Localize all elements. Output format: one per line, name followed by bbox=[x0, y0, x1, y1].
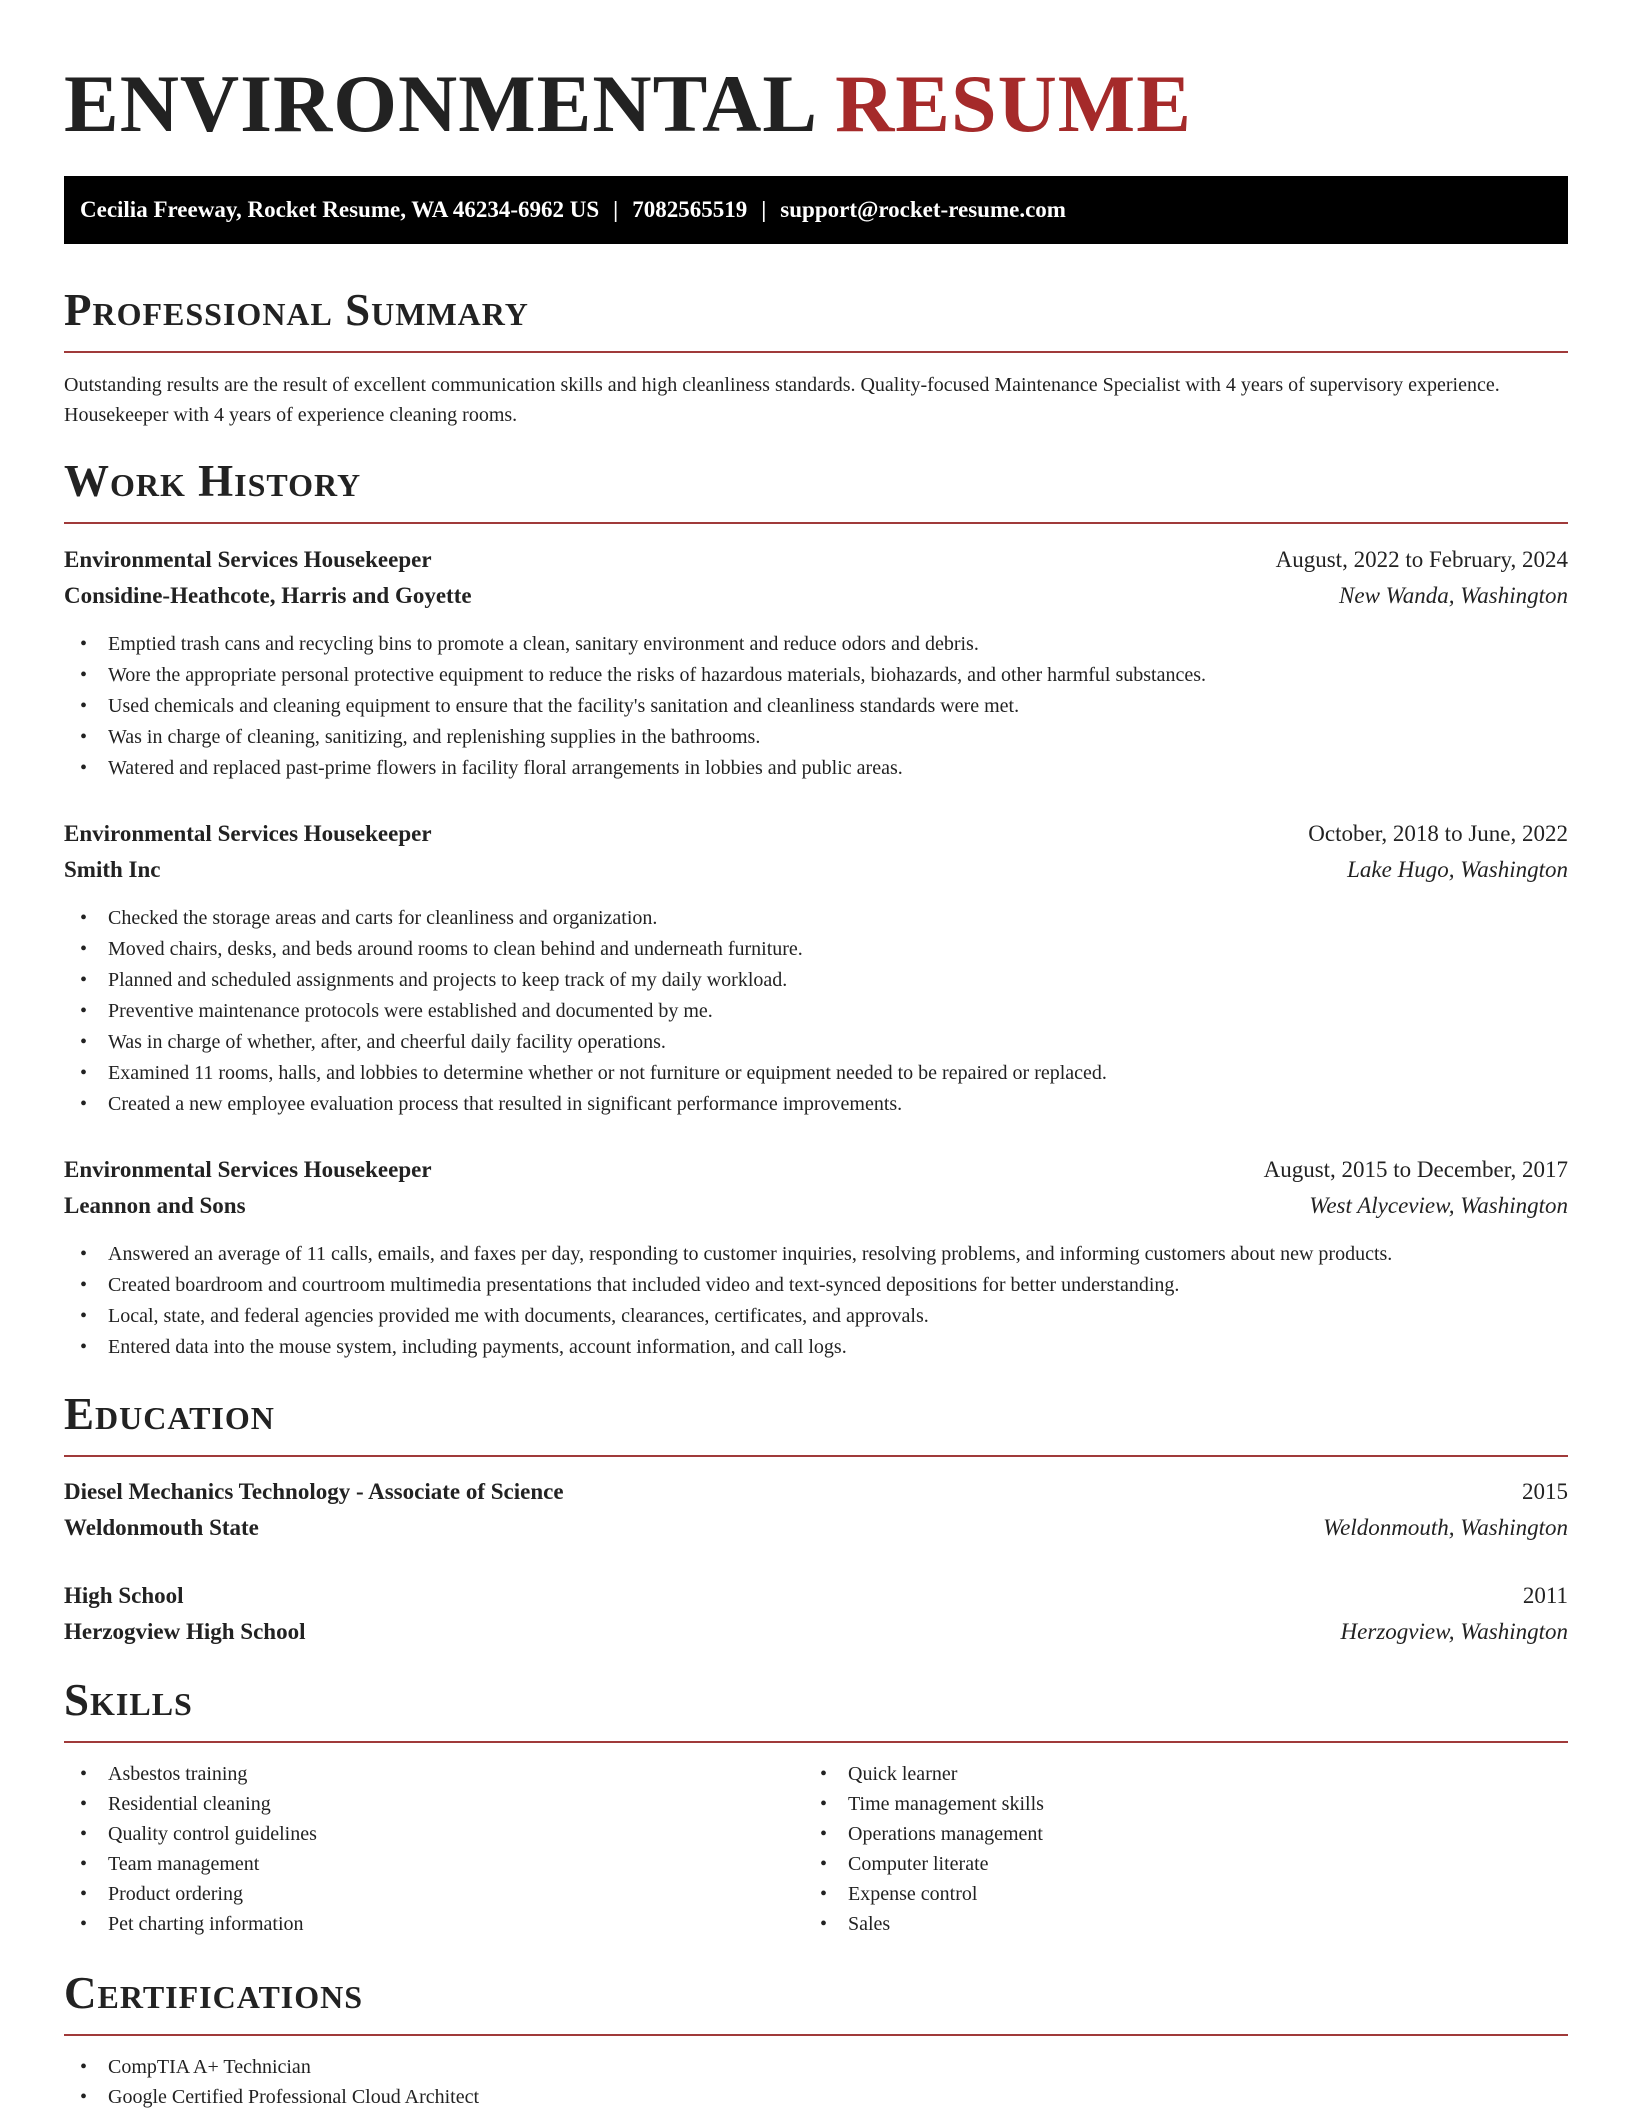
education-school: Herzogview High School bbox=[64, 1619, 306, 1644]
skill-item: • Sales bbox=[804, 1909, 1544, 1939]
job-title: Environmental Services Housekeeper bbox=[64, 821, 432, 846]
job-dates: October, 2018 to June, 2022 bbox=[1308, 821, 1568, 846]
list-item: • Used chemicals and cleaning equipment to ensure that the facility's sanitation and cleanliness standards were met. bbox=[64, 691, 1568, 722]
section-divider bbox=[64, 351, 1568, 353]
resume-title bbox=[64, 56, 1192, 152]
list-item: • Emptied trash cans and recycling bins to promote a clean, sanitary environment and reduce odors and debris. bbox=[64, 629, 1568, 660]
skill-item: • Team management bbox=[64, 1849, 804, 1879]
job-dates: August, 2015 to December, 2017 bbox=[1263, 1157, 1568, 1182]
list-item: • Created a new employee evaluation process that resulted in significant performance improvements. bbox=[64, 1089, 1568, 1120]
job-company-row bbox=[64, 1188, 1568, 1224]
education-school-row bbox=[64, 1510, 1568, 1546]
job-location: New Wanda, Washington bbox=[1339, 583, 1568, 608]
certification-item: • Google Certified Professional Cloud Architect bbox=[64, 2082, 804, 2112]
job-location: West Alyceview, Washington bbox=[1309, 1193, 1568, 1218]
education-degree: High School bbox=[64, 1583, 184, 1608]
section-divider bbox=[64, 522, 1568, 524]
skill-item: • Time management skills bbox=[804, 1789, 1544, 1819]
title-word-environmental: ENVIRONMENTAL bbox=[64, 58, 814, 149]
list-item: • Planned and scheduled assignments and projects to keep track of my daily workload. bbox=[64, 965, 1568, 996]
contact-email: support@rocket-resume.com bbox=[780, 197, 1066, 222]
job-company-row bbox=[64, 852, 1568, 888]
job-title: Environmental Services Housekeeper bbox=[64, 547, 432, 572]
section-heading-work-history: Work History bbox=[64, 456, 362, 506]
list-item: • Created boardroom and courtroom multimedia presentations that included video and text-synced depositions for better understanding. bbox=[64, 1270, 1568, 1301]
education-location: Herzogview, Washington bbox=[1340, 1619, 1568, 1644]
job-company: Smith Inc bbox=[64, 857, 161, 882]
education-degree: Diesel Mechanics Technology - Associate of Science bbox=[64, 1479, 564, 1504]
list-item: • Entered data into the mouse system, including payments, account information, and call logs. bbox=[64, 1332, 1568, 1363]
certifications-list bbox=[64, 2052, 804, 2112]
education-degree-row bbox=[64, 1578, 1568, 1614]
education-location: Weldonmouth, Washington bbox=[1323, 1515, 1568, 1540]
skill-item: • Expense control bbox=[804, 1879, 1544, 1909]
skill-item: • Pet charting information bbox=[64, 1909, 804, 1939]
skill-item: • Computer literate bbox=[804, 1849, 1544, 1879]
section-heading-education: Education bbox=[64, 1389, 275, 1439]
education-school: Weldonmouth State bbox=[64, 1515, 259, 1540]
education-degree-row bbox=[64, 1474, 1568, 1510]
job-company-row bbox=[64, 578, 1568, 614]
skill-item: • Product ordering bbox=[64, 1879, 804, 1909]
skill-item: • Operations management bbox=[804, 1819, 1544, 1849]
section-divider bbox=[64, 1455, 1568, 1457]
section-heading-certifications: Certifications bbox=[64, 1968, 364, 2018]
section-heading-summary: Professional Summary bbox=[64, 285, 529, 335]
skill-item: • Quality control guidelines bbox=[64, 1819, 804, 1849]
section-heading-skills: Skills bbox=[64, 1675, 193, 1725]
list-item: • Local, state, and federal agencies provided me with documents, clearances, certificates, and approvals. bbox=[64, 1301, 1568, 1332]
job-title-row bbox=[64, 1152, 1568, 1188]
job-company: Considine-Heathcote, Harris and Goyette bbox=[64, 583, 472, 608]
education-year: 2015 bbox=[1522, 1479, 1568, 1504]
list-item: • Examined 11 rooms, halls, and lobbies to determine whether or not furniture or equipment needed to be repaired or replaced. bbox=[64, 1058, 1568, 1089]
contact-bar bbox=[64, 176, 1568, 244]
list-item: • Was in charge of cleaning, sanitizing, and replenishing supplies in the bathrooms. bbox=[64, 722, 1568, 753]
skill-item: • Residential cleaning bbox=[64, 1789, 804, 1819]
job-dates: August, 2022 to February, 2024 bbox=[1275, 547, 1568, 572]
education-school-row bbox=[64, 1614, 1568, 1650]
list-item: • Preventive maintenance protocols were established and documented by me. bbox=[64, 996, 1568, 1027]
job-duties-list bbox=[64, 1239, 1568, 1363]
summary-text: Outstanding results are the result of excellent communication skills and high cleanliness standards. Quality-focused Maintenance Specialist with 4 years of supervisory experience. Housekeeper with 4 years of experience cleaning rooms. bbox=[64, 374, 1500, 426]
job-duties-list bbox=[64, 629, 1568, 784]
contact-separator: | bbox=[761, 197, 767, 222]
contact-separator: | bbox=[613, 197, 619, 222]
section-divider bbox=[64, 1741, 1568, 1743]
certification-item: • CompTIA A+ Technician bbox=[64, 2052, 804, 2082]
skill-item: • Asbestos training bbox=[64, 1759, 804, 1789]
job-duties-list bbox=[64, 903, 1568, 1120]
job-location: Lake Hugo, Washington bbox=[1347, 857, 1568, 882]
list-item: • Was in charge of whether, after, and cheerful daily facility operations. bbox=[64, 1027, 1568, 1058]
skills-list-left bbox=[64, 1759, 804, 1939]
contact-address: Cecilia Freeway, Rocket Resume, WA 46234-6962 US bbox=[80, 197, 600, 222]
job-title: Environmental Services Housekeeper bbox=[64, 1157, 432, 1182]
list-item: • Answered an average of 11 calls, emails, and faxes per day, responding to customer inquiries, resolving problems, and informing customers about new products. bbox=[64, 1239, 1568, 1270]
job-title-row bbox=[64, 542, 1568, 578]
education-year: 2011 bbox=[1522, 1583, 1568, 1608]
list-item: • Watered and replaced past-prime flowers in facility floral arrangements in lobbies and public areas. bbox=[64, 753, 1568, 784]
skills-list-right bbox=[804, 1759, 1544, 1939]
job-company: Leannon and Sons bbox=[64, 1193, 246, 1218]
section-divider bbox=[64, 2034, 1568, 2036]
skill-item: • Quick learner bbox=[804, 1759, 1544, 1789]
list-item: • Checked the storage areas and carts for cleanliness and organization. bbox=[64, 903, 1568, 934]
contact-phone: 7082565519 bbox=[632, 197, 748, 222]
list-item: • Wore the appropriate personal protective equipment to reduce the risks of hazardous materials, biohazards, and other harmful substances. bbox=[64, 660, 1568, 691]
job-title-row bbox=[64, 816, 1568, 852]
title-word-resume: RESUME bbox=[835, 58, 1192, 149]
list-item: • Moved chairs, desks, and beds around rooms to clean behind and underneath furniture. bbox=[64, 934, 1568, 965]
